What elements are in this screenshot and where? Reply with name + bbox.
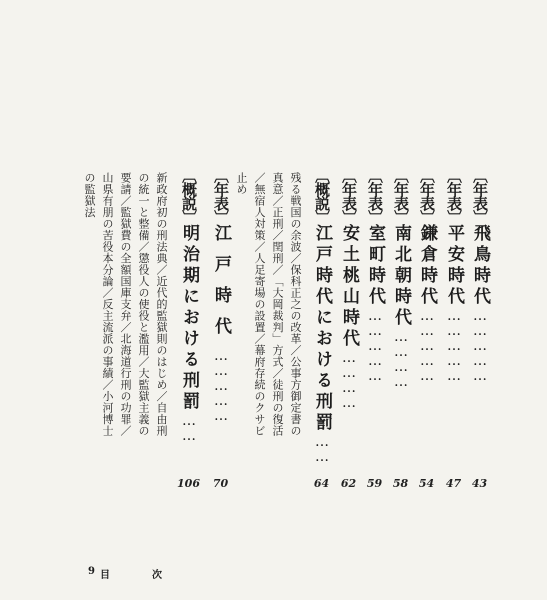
leader-dots: ………… <box>341 350 357 410</box>
entry-tag: 〔概説〕 <box>180 168 198 224</box>
entry-title: 平安時代 <box>444 224 464 308</box>
toc-entry-muromachi[interactable] <box>365 168 385 490</box>
entry-tag: 〔年表〕 <box>366 168 384 224</box>
entry-title: 室町時代 <box>365 224 385 308</box>
page-number: 54 <box>418 477 435 490</box>
edo-subtopics-line-4: 止め <box>235 172 248 195</box>
entry-tag: 〔年表〕 <box>445 168 463 224</box>
meiji-subtopics-line-4: 山県有朋の苦役本分論／反主流派の事績／小河博士 <box>101 172 114 437</box>
meiji-subtopics-line-1: 新政府初の刑法典／近代的監獄則のはじめ／自由刑 <box>155 172 168 437</box>
entry-tag: 〔年表〕 <box>418 168 436 224</box>
entry-tag: 〔年表〕 <box>212 168 230 224</box>
page-number: 43 <box>471 477 488 490</box>
footer-label-contents-2: 次 <box>152 570 162 581</box>
edo-subtopics-line-2: 真意／正刑／閏刑／「大岡裁判」方式／徒刑の復活 <box>271 172 284 437</box>
page-number: 106 <box>177 477 200 490</box>
leader-dots: …………… <box>446 308 462 383</box>
entry-title: 鎌倉時代 <box>417 224 437 308</box>
page-number: 62 <box>340 477 357 490</box>
meiji-subtopics-line-2: の統一と整備／懲役人の使役と濫用／大監獄主義の <box>137 172 150 437</box>
leader-dots: …………… <box>213 348 229 423</box>
entry-title: 南北朝時代 <box>391 224 411 329</box>
leader-dots: ………… <box>393 329 409 389</box>
toc-entry-nanbokucho[interactable] <box>391 168 411 490</box>
edo-subtopics-line-1: 残る戦国の余波／保科正之の改革／公事方御定書の <box>289 172 302 437</box>
toc-entry-heian[interactable] <box>444 168 464 490</box>
page-number: 70 <box>212 477 229 490</box>
leader-dots: …… <box>314 434 330 464</box>
entry-tag: 〔年表〕 <box>340 168 358 224</box>
toc-entry-edo-punishment[interactable] <box>312 168 332 490</box>
meiji-subtopics-line-5: の監獄法 <box>83 172 96 218</box>
meiji-subtopics-line-3: 要請／監獄費の全額国庫支弁／北海道行刑の功罪／ <box>119 172 132 437</box>
toc-entry-azuchi-momoyama[interactable] <box>339 168 359 490</box>
toc-entry-meiji-punishment[interactable] <box>177 168 200 490</box>
entry-title: 明治期における刑罰 <box>179 224 199 413</box>
entry-title: 安土桃山時代 <box>339 224 359 350</box>
leader-dots: …………… <box>419 308 435 383</box>
page-number: 58 <box>392 477 409 490</box>
leader-dots: …………… <box>472 308 488 383</box>
entry-title: 飛鳥時代 <box>470 224 490 308</box>
entry-tag: 〔年表〕 <box>392 168 410 224</box>
page-number: 47 <box>445 477 462 490</box>
toc-entry-asuka[interactable] <box>470 168 490 490</box>
toc-entry-edo-chronology[interactable] <box>211 168 231 490</box>
footer-label-contents-1: 目 <box>100 570 110 581</box>
page-number: 64 <box>313 477 330 490</box>
footer-page-number: 9 <box>88 566 95 577</box>
entry-title: 江戸時代における刑罰 <box>312 224 332 434</box>
page-number: 59 <box>366 477 383 490</box>
entry-title: 江戸時代 <box>211 224 231 348</box>
leader-dots: …………… <box>367 308 383 383</box>
entry-tag: 〔年表〕 <box>471 168 489 224</box>
toc-entry-kamakura[interactable] <box>417 168 437 490</box>
edo-subtopics-line-3: ／無宿人対策／人足寄場の設置／幕府存続のクサビ <box>253 172 266 437</box>
leader-dots: …… <box>181 413 197 443</box>
entry-tag: 〔概説〕 <box>313 168 331 224</box>
